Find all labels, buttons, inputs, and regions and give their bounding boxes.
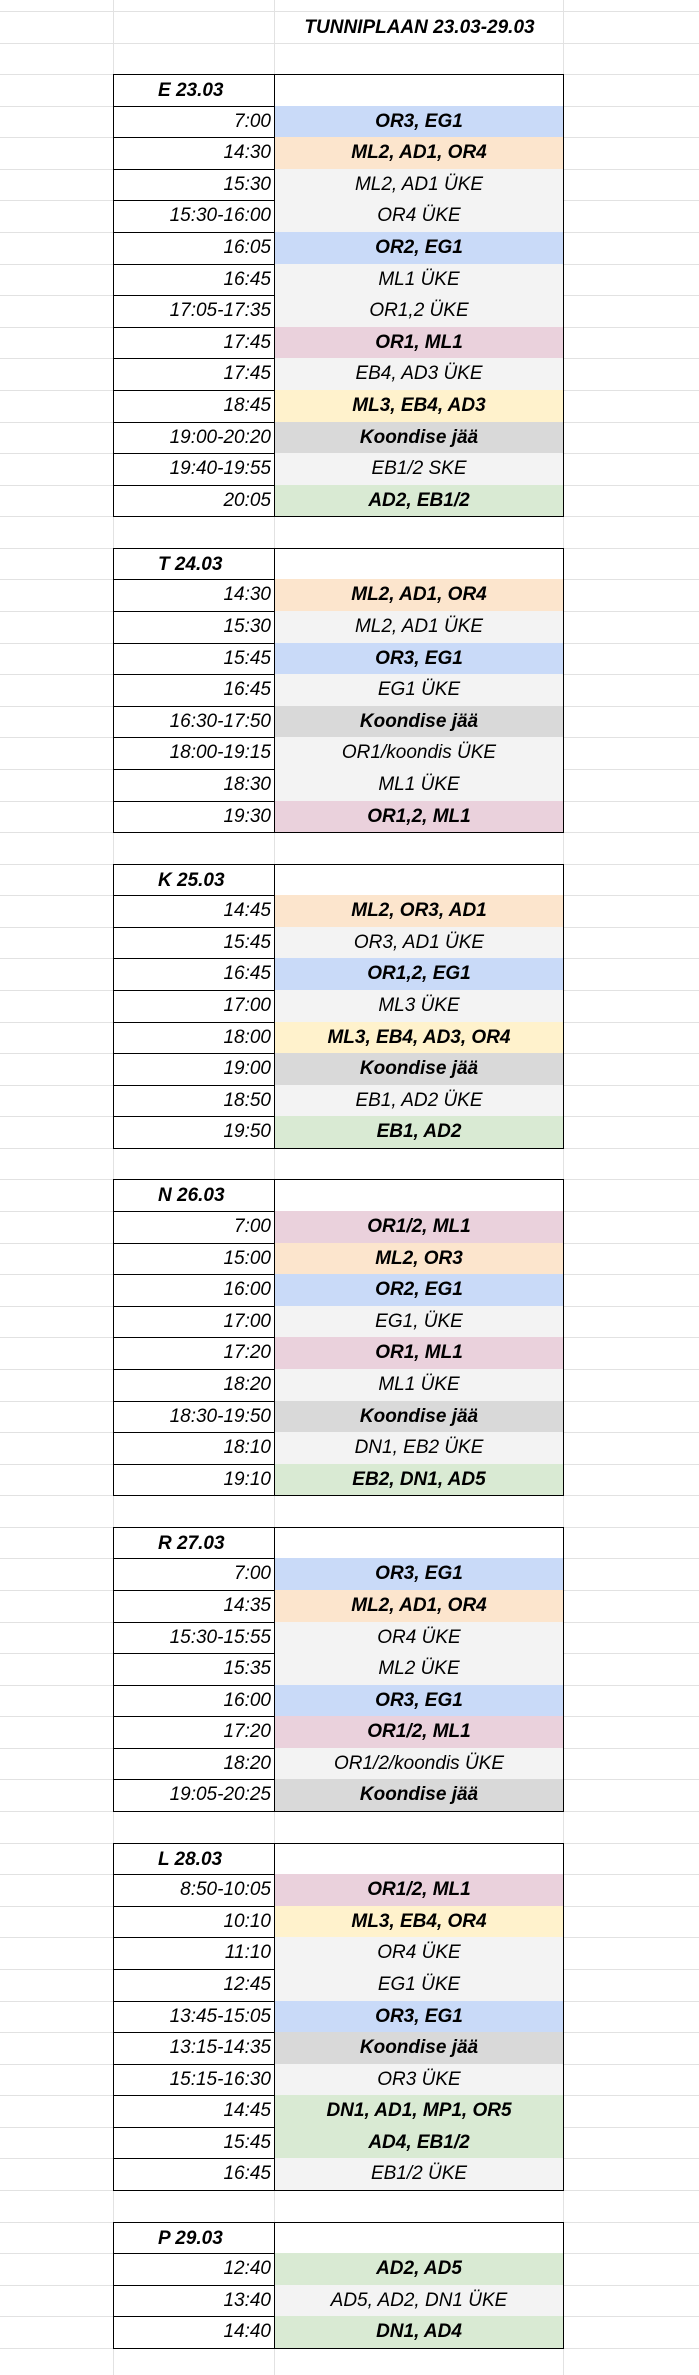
activity-cell: OR4 ÜKE	[274, 1622, 564, 1654]
time-cell: 14:40	[113, 2316, 275, 2349]
time-cell: 19:00	[113, 1053, 275, 1086]
activity-cell: Koondise jää	[274, 1053, 564, 1086]
time-cell: 12:40	[113, 2253, 275, 2286]
time-cell: 16:00	[113, 1685, 275, 1717]
time-cell: 17:20	[113, 1337, 275, 1370]
day-header-blank	[274, 1179, 564, 1212]
activity-cell: ML2 ÜKE	[274, 1653, 564, 1686]
time-cell: 14:30	[113, 579, 275, 612]
day-header: E 23.03	[113, 74, 275, 107]
time-cell: 7:00	[113, 1558, 275, 1591]
time-cell: 13:45-15:05	[113, 2001, 275, 2033]
activity-cell: OR4 ÜKE	[274, 1937, 564, 1970]
time-cell: 17:45	[113, 327, 275, 359]
day-header-blank	[274, 74, 564, 107]
grid-line	[0, 11, 699, 12]
activity-cell: OR1/2, ML1	[274, 1211, 564, 1244]
time-cell: 18:50	[113, 1085, 275, 1117]
time-cell: 16:30-17:50	[113, 706, 275, 738]
time-cell: 18:00	[113, 1022, 275, 1054]
day-header-blank	[274, 548, 564, 580]
activity-cell: ML2, AD1, OR4	[274, 579, 564, 612]
time-cell: 14:45	[113, 895, 275, 928]
time-cell: 15:15-16:30	[113, 2064, 275, 2096]
time-cell: 18:30	[113, 769, 275, 802]
activity-cell: OR3, EG1	[274, 643, 564, 675]
time-cell: 18:00-19:15	[113, 737, 275, 770]
day-header: R 27.03	[113, 1527, 275, 1559]
time-cell: 19:00-20:20	[113, 422, 275, 454]
activity-cell: ML1 ÜKE	[274, 769, 564, 802]
time-cell: 15:45	[113, 2127, 275, 2159]
day-header: K 25.03	[113, 864, 275, 896]
day-header-blank	[274, 1527, 564, 1559]
activity-cell: EB2, DN1, AD5	[274, 1464, 564, 1496]
activity-cell: DN1, AD4	[274, 2316, 564, 2349]
time-cell: 15:00	[113, 1243, 275, 1275]
activity-cell: ML2, AD1, OR4	[274, 137, 564, 170]
time-cell: 19:30	[113, 801, 275, 833]
activity-cell: OR3, EG1	[274, 2001, 564, 2033]
day-header-blank	[274, 864, 564, 896]
time-cell: 18:20	[113, 1369, 275, 1402]
activity-cell: Koondise jää	[274, 1779, 564, 1812]
time-cell: 13:40	[113, 2285, 275, 2317]
activity-cell: ML2, AD1 ÜKE	[274, 169, 564, 201]
activity-cell: EB4, AD3 ÜKE	[274, 358, 564, 391]
day-header: L 28.03	[113, 1843, 275, 1875]
time-cell: 19:10	[113, 1464, 275, 1496]
activity-cell: OR3, EG1	[274, 1558, 564, 1591]
time-cell: 16:45	[113, 674, 275, 707]
activity-cell: EB1, AD2	[274, 1116, 564, 1149]
activity-cell: OR1, ML1	[274, 327, 564, 359]
activity-cell: ML3, EB4, AD3	[274, 390, 564, 423]
time-cell: 15:45	[113, 927, 275, 959]
time-cell: 17:20	[113, 1716, 275, 1749]
activity-cell: EB1/2 SKE	[274, 453, 564, 486]
activity-cell: OR2, EG1	[274, 232, 564, 265]
activity-cell: ML3, EB4, AD3, OR4	[274, 1022, 564, 1054]
time-cell: 17:05-17:35	[113, 295, 275, 328]
activity-cell: EG1 ÜKE	[274, 674, 564, 707]
time-cell: 16:45	[113, 958, 275, 991]
activity-cell: ML2, AD1, OR4	[274, 1590, 564, 1623]
time-cell: 19:05-20:25	[113, 1779, 275, 1812]
time-cell: 7:00	[113, 1211, 275, 1244]
time-cell: 15:45	[113, 643, 275, 675]
time-cell: 19:40-19:55	[113, 453, 275, 486]
activity-cell: ML3, EB4, OR4	[274, 1906, 564, 1938]
activity-cell: OR3 ÜKE	[274, 2064, 564, 2096]
activity-cell: AD2, AD5	[274, 2253, 564, 2286]
activity-cell: OR2, EG1	[274, 1274, 564, 1307]
activity-cell: ML2, OR3, AD1	[274, 895, 564, 928]
day-header-blank	[274, 1843, 564, 1875]
time-cell: 12:45	[113, 1969, 275, 2002]
time-cell: 16:45	[113, 264, 275, 296]
time-cell: 17:00	[113, 1306, 275, 1338]
time-cell: 11:10	[113, 1937, 275, 1970]
activity-cell: AD2, EB1/2	[274, 485, 564, 517]
time-cell: 10:10	[113, 1906, 275, 1938]
activity-cell: Koondise jää	[274, 2032, 564, 2065]
time-cell: 14:35	[113, 1590, 275, 1623]
time-cell: 8:50-10:05	[113, 1874, 275, 1907]
time-cell: 17:00	[113, 990, 275, 1023]
activity-cell: Koondise jää	[274, 706, 564, 738]
time-cell: 15:30	[113, 169, 275, 201]
time-cell: 13:15-14:35	[113, 2032, 275, 2065]
grid-line	[0, 43, 699, 44]
time-cell: 7:00	[113, 106, 275, 138]
activity-cell: OR1/2, ML1	[274, 1874, 564, 1907]
time-cell: 20:05	[113, 485, 275, 517]
activity-cell: OR3, EG1	[274, 106, 564, 138]
time-cell: 16:05	[113, 232, 275, 265]
activity-cell: OR1/2, ML1	[274, 1716, 564, 1749]
day-header: T 24.03	[113, 548, 275, 580]
activity-cell: ML1 ÜKE	[274, 1369, 564, 1402]
time-cell: 18:45	[113, 390, 275, 423]
activity-cell: OR4 ÜKE	[274, 200, 564, 233]
activity-cell: ML2, OR3	[274, 1243, 564, 1275]
activity-cell: OR3, EG1	[274, 1685, 564, 1717]
activity-cell: Koondise jää	[274, 1401, 564, 1433]
activity-cell: OR1,2 ÜKE	[274, 295, 564, 328]
time-cell: 15:30-16:00	[113, 200, 275, 233]
activity-cell: Koondise jää	[274, 422, 564, 454]
time-cell: 17:45	[113, 358, 275, 391]
activity-cell: ML1 ÜKE	[274, 264, 564, 296]
activity-cell: OR3, AD1 ÜKE	[274, 927, 564, 959]
day-header: P 29.03	[113, 2222, 275, 2254]
activity-cell: EB1, AD2 ÜKE	[274, 1085, 564, 1117]
activity-cell: EG1, ÜKE	[274, 1306, 564, 1338]
time-cell: 18:30-19:50	[113, 1401, 275, 1433]
time-cell: 14:30	[113, 137, 275, 170]
page-title: TUNNIPLAAN 23.03-29.03	[304, 17, 535, 38]
day-header: N 26.03	[113, 1179, 275, 1212]
day-header-blank	[274, 2222, 564, 2254]
time-cell: 16:00	[113, 1274, 275, 1307]
activity-cell: AD4, EB1/2	[274, 2127, 564, 2159]
activity-cell: OR1/koondis ÜKE	[274, 737, 564, 770]
activity-cell: DN1, EB2 ÜKE	[274, 1432, 564, 1465]
activity-cell: OR1,2, ML1	[274, 801, 564, 833]
activity-cell: AD5, AD2, DN1 ÜKE	[274, 2285, 564, 2317]
time-cell: 19:50	[113, 1116, 275, 1149]
activity-cell: EG1 ÜKE	[274, 1969, 564, 2002]
activity-cell: OR1, ML1	[274, 1337, 564, 1370]
activity-cell: OR1,2, EG1	[274, 958, 564, 991]
activity-cell: EB1/2 ÜKE	[274, 2158, 564, 2191]
time-cell: 15:35	[113, 1653, 275, 1686]
time-cell: 18:10	[113, 1432, 275, 1465]
time-cell: 18:20	[113, 1748, 275, 1780]
time-cell: 16:45	[113, 2158, 275, 2191]
time-cell: 14:45	[113, 2095, 275, 2128]
activity-cell: DN1, AD1, MP1, OR5	[274, 2095, 564, 2128]
activity-cell: ML3 ÜKE	[274, 990, 564, 1023]
activity-cell: ML2, AD1 ÜKE	[274, 611, 564, 644]
time-cell: 15:30-15:55	[113, 1622, 275, 1654]
time-cell: 15:30	[113, 611, 275, 644]
activity-cell: OR1/2/koondis ÜKE	[274, 1748, 564, 1780]
